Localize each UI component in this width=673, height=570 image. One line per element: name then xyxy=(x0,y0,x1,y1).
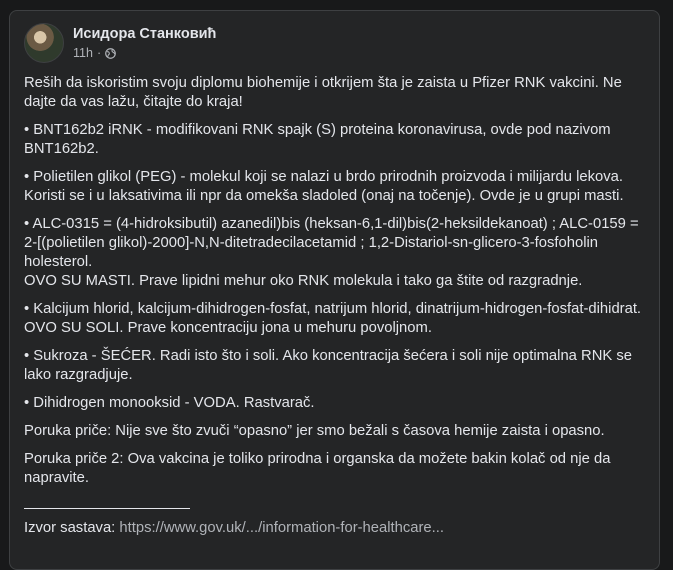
author-block xyxy=(73,23,216,60)
post-paragraph: • Sukroza - ŠEĆER. Radi isto što i soli. Ako koncentracija šećera i soli nije optimalna RNK se lako razgradjuje. xyxy=(24,348,632,383)
post-meta xyxy=(73,46,216,60)
post-paragraph: • Dihidrogen monooksid - VODA. Rastvarač. xyxy=(24,395,315,411)
post-header xyxy=(24,23,216,63)
post-paragraph: Reših da iskoristim svoju diplomu biohemije i otkrijem šta je zaista u Pfizer RNK vakcini. Ne dajte da vas lažu, čitajte do kraja! xyxy=(24,75,622,110)
source-link[interactable]: https://www.gov.uk/.../information-for-healthcare... xyxy=(119,520,444,536)
post-paragraph: • Kalcijum hlorid, kalcijum-dihidrogen-fosfat, natrijum hlorid, dinatrijum-hidrogen-fosfat-dihidrat. OVO SU SOLI. Prave koncentraciju jona u mehuru povoljnom. xyxy=(24,301,642,336)
post-card xyxy=(9,10,660,570)
post-paragraph: • Polietilen glikol (PEG) - molekul koji se nalazi u brdo prirodnih proizvoda i milijardu lekova. Koristi se i u laksativima ili npr da omekša sladoled (onaj na točenje). Ovde je u grupi masti. xyxy=(24,169,624,204)
post-body xyxy=(24,74,648,538)
post-timestamp[interactable]: 11h xyxy=(73,46,93,60)
globe-icon[interactable] xyxy=(105,48,116,59)
source-label: Izvor sastava: xyxy=(24,520,120,536)
post-paragraph: • ALC-0315 = (4-hidroksibutil) azanedil)bis (heksan-6,1-dil)bis(2-heksildekanoat) ; ALC-0159 = 2-[(polietilen glikol)-2000]-N,N-ditetradecilacetamid ; 1,2-Distariol-sn-glicero-3-fosfoholin holesterol. OVO SU MASTI. Prave lipidni mehur oko RNK molekula i tako ga štite od razgradnje. xyxy=(24,216,639,289)
avatar[interactable] xyxy=(24,23,64,63)
post-paragraph: • BNT162b2 iRNK - modifikovani RNK spajk (S) proteina koronavirusa, ovde pod nazivom BNT162b2. xyxy=(24,122,611,157)
source-line xyxy=(24,519,648,538)
meta-separator: · xyxy=(96,46,102,60)
post-paragraph: Poruka priče: Nije sve što zvuči “opasno” jer smo bežali s časova hemije zaista i opasno. xyxy=(24,423,605,439)
author-name[interactable]: Исидора Станковић xyxy=(73,26,217,42)
divider xyxy=(24,508,190,509)
post-paragraph: Poruka priče 2: Ova vakcina je toliko prirodna i organska da možete bakin kolač od nje da napravite. xyxy=(24,451,611,486)
